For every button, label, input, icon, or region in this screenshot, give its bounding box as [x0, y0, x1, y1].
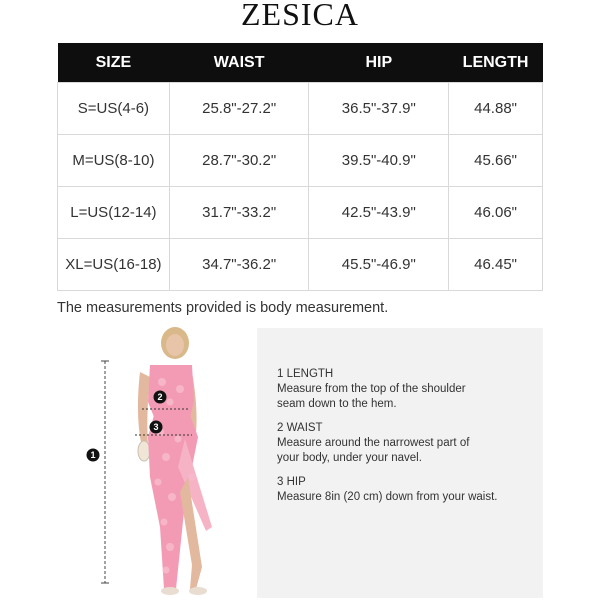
svg-text:2: 2 [157, 392, 163, 402]
measurement-note: The measurements provided is body measurement. [57, 300, 389, 316]
brand-logo: ZESICA [241, 0, 359, 32]
cell-hip: 45.5"-46.9" [309, 239, 449, 291]
svg-text:3: 3 [153, 422, 159, 432]
table-row [58, 83, 543, 135]
model-figure [80, 327, 240, 597]
header-size: SIZE [58, 43, 170, 83]
cell-size: L=US(12-14) [58, 187, 170, 239]
instruction-line: your body, under your navel. [277, 452, 422, 464]
table-row [58, 239, 543, 291]
cell-hip: 39.5"-40.9" [309, 135, 449, 187]
instruction-title: 3 HIP [277, 476, 306, 488]
marker-1 [87, 449, 100, 462]
instruction-line: Measure 8in (20 cm) down from your waist. [277, 491, 498, 503]
cell-hip: 42.5"-43.9" [309, 187, 449, 239]
cell-size: M=US(8-10) [58, 135, 170, 187]
cell-length: 46.45" [449, 239, 543, 291]
instruction-hip [277, 475, 498, 505]
cell-length: 46.06" [449, 187, 543, 239]
cell-hip: 36.5"-37.9" [309, 83, 449, 135]
svg-text:1: 1 [90, 450, 96, 460]
table-row [58, 135, 543, 187]
marker-3 [150, 421, 163, 434]
instruction-title: 1 LENGTH [277, 368, 334, 380]
instruction-line: Measure from the top of the shoulder [277, 383, 466, 395]
header-hip: HIP [309, 43, 449, 83]
marker-2 [154, 391, 167, 404]
cell-size: S=US(4-6) [58, 83, 170, 135]
size-chart-table [57, 43, 543, 291]
table-header-row [58, 43, 543, 83]
cell-waist: 25.8"-27.2" [169, 83, 309, 135]
cell-waist: 28.7"-30.2" [169, 135, 309, 187]
cell-size: XL=US(16-18) [58, 239, 170, 291]
table-row [58, 187, 543, 239]
cell-length: 45.66" [449, 135, 543, 187]
cell-waist: 34.7"-36.2" [169, 239, 309, 291]
instruction-waist [277, 421, 469, 466]
instruction-line: seam down to the hem. [277, 398, 397, 410]
header-waist: WAIST [169, 43, 309, 83]
header-length: LENGTH [449, 43, 543, 83]
instruction-length [277, 367, 466, 412]
cell-waist: 31.7"-33.2" [169, 187, 309, 239]
instruction-title: 2 WAIST [277, 422, 323, 434]
instruction-line: Measure around the narrowest part of [277, 437, 470, 449]
cell-length: 44.88" [449, 83, 543, 135]
